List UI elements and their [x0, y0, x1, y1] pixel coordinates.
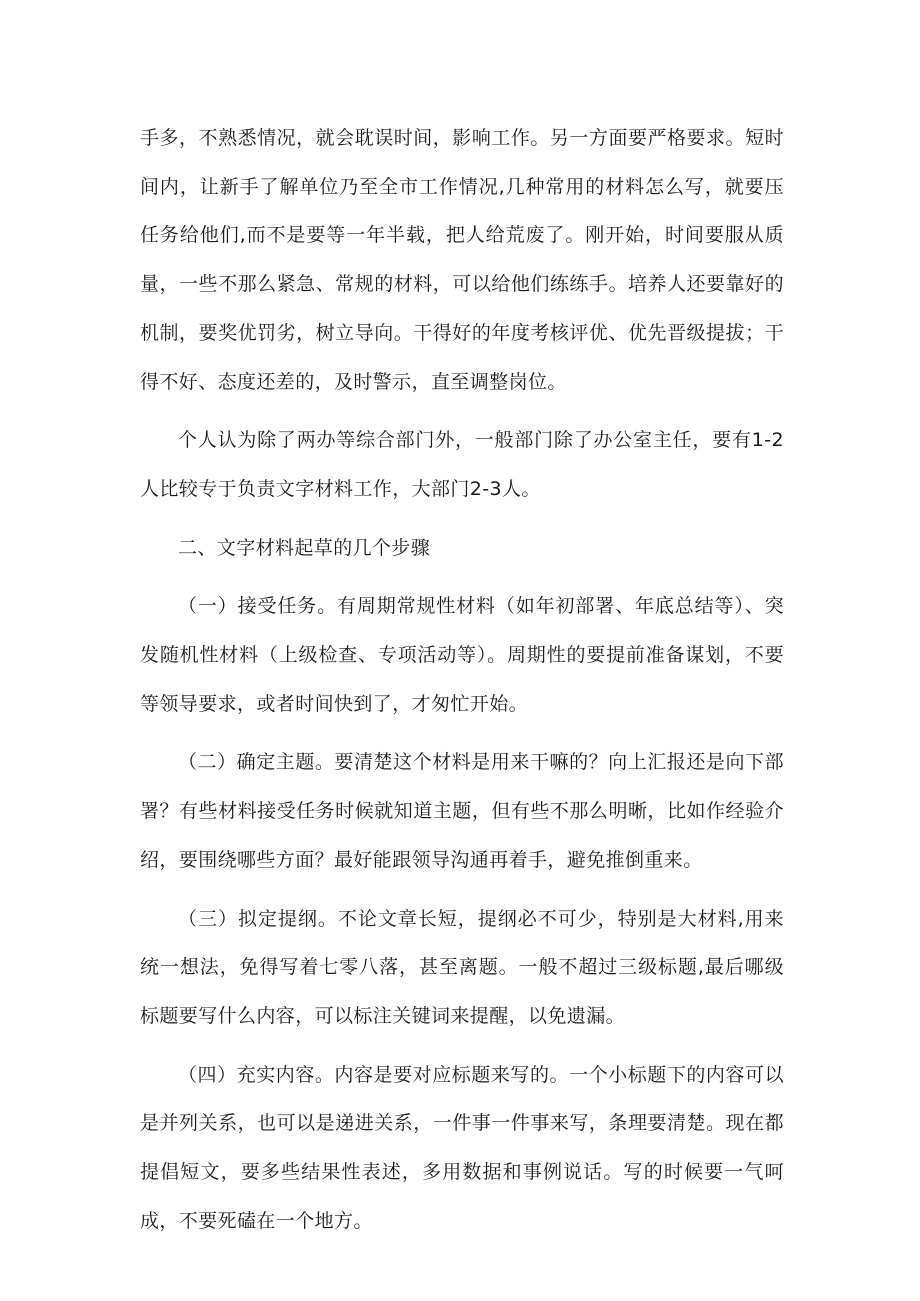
- paragraph-step-4-fill-content: （四）充实内容。内容是要对应标题来写的。一个小标题下的内容可以是并列关系，也可以是递进关系，一件事一件事来写，条理要清楚。现在都提倡短文，要多些结果性表述，多用数据和事例说话。写的时候要一气呵成，不要死磕在一个地方。: [140, 1063, 784, 1232]
- paragraph-step-2-define-theme: （二）确定主题。要清楚这个材料是用来干嘛的？向上汇报还是向下部署？有些材料接受任务时候就知道主题，但有些不那么明晰，比如作经验介绍，要围绕哪些方面？最好能跟领导沟通再着手，避免推倒重来。: [140, 751, 784, 871]
- paragraph-step-3-outline: （三）拟定提纲。不论文章长短，提纲必不可少，特别是大材料,用来统一想法，免得写着七零八落，甚至离题。一般不超过三级标题,最后哪级标题要写什么内容，可以标注关键词来提醒，以免遗漏。: [140, 907, 784, 1027]
- paragraph-continued: 手多，不熟悉情况，就会耽误时间，影响工作。另一方面要严格要求。短时间内，让新手了解单位乃至全市工作情况,几种常用的材料怎么写，就要压任务给他们,而不是要等一年半载，把人给荒废了。刚开始，时间要服从质量，一些不那么紧急、常规的材料，可以给他们练练手。培养人还要靠好的机制，要奖优罚劣，树立导向。干得好的年度考核评优、优先晋级提拔；干得不好、态度还差的，及时警示，直至调整岗位。: [140, 127, 784, 393]
- paragraph-step-1-accept-task: （一）接受任务。有周期常规性材料（如年初部署、年底总结等）、突发随机性材料（上级检查、专项活动等）。周期性的要提前准备谋划，不要等领导要求，或者时间快到了，才匆忙开始。: [140, 595, 784, 715]
- paragraph-staffing-opinion: 个人认为除了两办等综合部门外，一般部门除了办公室主任，要有1-2人比较专于负责文字材料工作，大部门2-3人。: [140, 429, 784, 500]
- document-body: [140, 114, 784, 1255]
- section-heading-drafting-steps: 二、文字材料起草的几个步骤: [178, 536, 431, 559]
